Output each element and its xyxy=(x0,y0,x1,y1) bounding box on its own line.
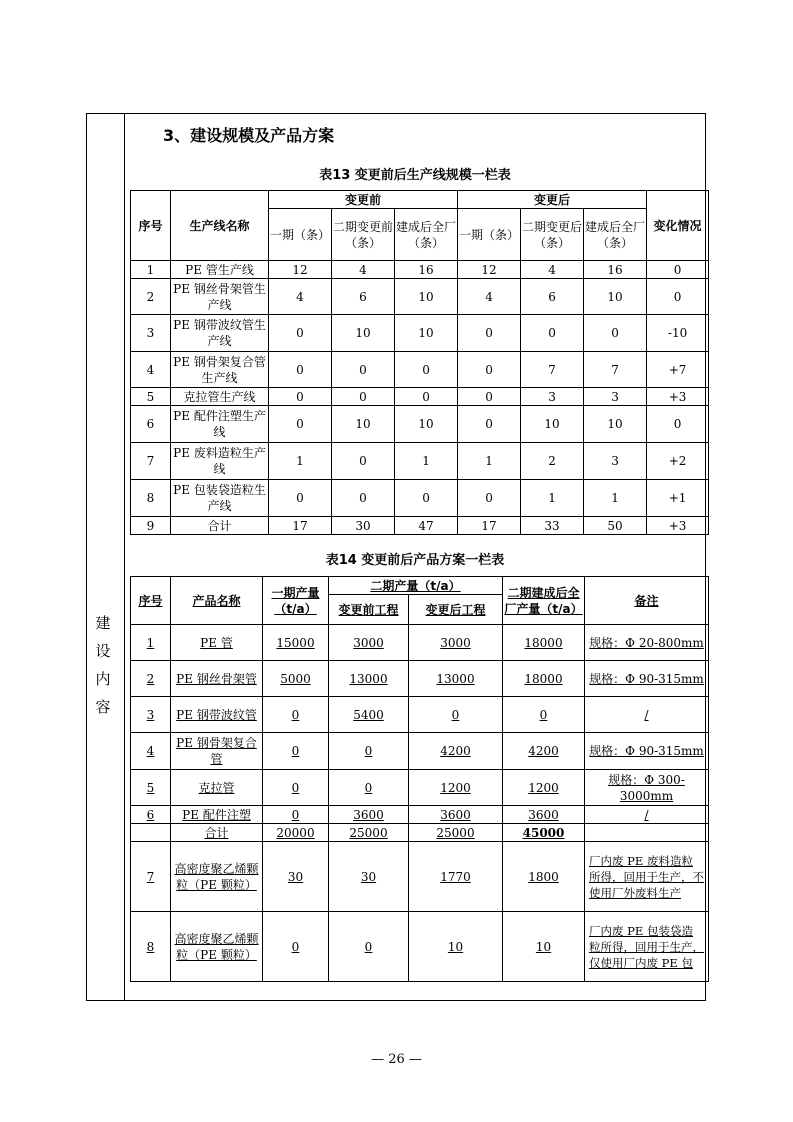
cell-name: PE 钢带波纹管 xyxy=(171,697,263,733)
cell-total: 10 xyxy=(503,912,585,982)
cell-a3: 7 xyxy=(584,352,647,388)
cell-a1: 1 xyxy=(458,443,521,480)
cell-a2: 6 xyxy=(521,279,584,315)
cell-b1: 0 xyxy=(269,352,332,388)
cell-before: 3600 xyxy=(329,806,409,824)
cell-a2: 10 xyxy=(521,406,584,443)
page-number: — 26 — xyxy=(371,1052,422,1067)
table-row xyxy=(131,480,709,517)
col-seq-header: 序号 xyxy=(131,191,171,261)
cell-name: PE 废料造粒生产线 xyxy=(171,443,269,480)
cell-chg: +3 xyxy=(647,517,709,535)
col-after-2-header: 二期变更后（条） xyxy=(521,209,584,261)
cell-chg: +7 xyxy=(647,352,709,388)
cell-seq: 4 xyxy=(131,352,171,388)
cell-a2: 1 xyxy=(521,480,584,517)
content-area xyxy=(125,114,705,1000)
side-label xyxy=(87,609,125,721)
cell-b3: 16 xyxy=(395,261,458,279)
before-group-header: 变更前 xyxy=(269,191,458,209)
col-phase2-after-header: 变更后工程 xyxy=(409,595,503,625)
cell-seq: 1 xyxy=(131,261,171,279)
cell-b2: 6 xyxy=(332,279,395,315)
cell-b1: 0 xyxy=(269,315,332,352)
cell-p1: 20000 xyxy=(263,824,329,842)
table14-body xyxy=(131,625,709,982)
col-product-header: 产品名称 xyxy=(171,577,263,625)
cell-b2: 30 xyxy=(332,517,395,535)
table-row xyxy=(131,770,709,806)
cell-a2: 7 xyxy=(521,352,584,388)
col-before-2-header: 二期变更前（条） xyxy=(332,209,395,261)
cell-seq: 6 xyxy=(131,806,171,824)
document-frame xyxy=(86,113,706,1001)
cell-seq: 5 xyxy=(131,770,171,806)
cell-a1: 12 xyxy=(458,261,521,279)
cell-before: 0 xyxy=(329,770,409,806)
cell-name: 克拉管 xyxy=(171,770,263,806)
cell-chg: 0 xyxy=(647,261,709,279)
col-total-header: 二期建成后全厂产量（t/a） xyxy=(503,577,585,625)
cell-b2: 0 xyxy=(332,480,395,517)
cell-after: 25000 xyxy=(409,824,503,842)
cell-before: 30 xyxy=(329,842,409,912)
cell-b1: 0 xyxy=(269,480,332,517)
cell-note: / xyxy=(585,697,709,733)
cell-total: 45000 xyxy=(503,824,585,842)
cell-b1: 0 xyxy=(269,406,332,443)
cell-a1: 0 xyxy=(458,352,521,388)
cell-before: 5400 xyxy=(329,697,409,733)
cell-b3: 10 xyxy=(395,406,458,443)
cell-a1: 17 xyxy=(458,517,521,535)
cell-chg: +2 xyxy=(647,443,709,480)
cell-b2: 10 xyxy=(332,406,395,443)
cell-a3: 3 xyxy=(584,388,647,406)
side-label-char: 设 xyxy=(95,642,117,660)
cell-p1: 0 xyxy=(263,770,329,806)
col-phase2-before-header: 变更前工程 xyxy=(329,595,409,625)
table-row xyxy=(131,261,709,279)
cell-name: PE 钢带波纹管生产线 xyxy=(171,315,269,352)
table-row xyxy=(131,443,709,480)
cell-b3: 0 xyxy=(395,388,458,406)
table-row xyxy=(131,733,709,770)
cell-b2: 0 xyxy=(332,352,395,388)
cell-after: 3000 xyxy=(409,625,503,661)
table-row xyxy=(131,315,709,352)
cell-note: 厂内废 PE 包装袋造粒所得，回用于生产，仅使用厂内废 PE 包 xyxy=(585,912,709,982)
cell-name: PE 配件注塑 xyxy=(171,806,263,824)
col-after-3-header: 建成后全厂（条） xyxy=(584,209,647,261)
cell-name: PE 管生产线 xyxy=(171,261,269,279)
cell-chg: +3 xyxy=(647,388,709,406)
table14 xyxy=(130,576,709,982)
cell-seq: 3 xyxy=(131,315,171,352)
table13-caption: 表13 变更前后生产线规模一栏表 xyxy=(319,168,511,183)
cell-b3: 0 xyxy=(395,352,458,388)
cell-total: 3600 xyxy=(503,806,585,824)
cell-after: 10 xyxy=(409,912,503,982)
table-row xyxy=(131,912,709,982)
cell-note: / xyxy=(585,806,709,824)
cell-b1: 4 xyxy=(269,279,332,315)
cell-seq xyxy=(131,824,171,842)
cell-a1: 0 xyxy=(458,315,521,352)
cell-chg: 0 xyxy=(647,279,709,315)
cell-b2: 0 xyxy=(332,443,395,480)
cell-seq: 1 xyxy=(131,625,171,661)
cell-name: PE 配件注塑生产线 xyxy=(171,406,269,443)
cell-p1: 0 xyxy=(263,733,329,770)
cell-name: PE 包装袋造粒生产线 xyxy=(171,480,269,517)
cell-p1: 0 xyxy=(263,806,329,824)
cell-a3: 50 xyxy=(584,517,647,535)
cell-p1: 0 xyxy=(263,697,329,733)
cell-seq: 8 xyxy=(131,912,171,982)
cell-a3: 1 xyxy=(584,480,647,517)
cell-note: 规格：Φ 90-315mm xyxy=(585,661,709,697)
cell-a2: 33 xyxy=(521,517,584,535)
cell-name: PE 钢丝骨架管生产线 xyxy=(171,279,269,315)
cell-name: PE 钢骨架复合管 xyxy=(171,733,263,770)
cell-after: 1200 xyxy=(409,770,503,806)
cell-chg: 0 xyxy=(647,406,709,443)
cell-a2: 0 xyxy=(521,315,584,352)
col-change-header: 变化情况 xyxy=(647,191,709,261)
cell-before: 13000 xyxy=(329,661,409,697)
col-before-3-header: 建成后全厂（条） xyxy=(395,209,458,261)
table-row xyxy=(131,388,709,406)
cell-b2: 10 xyxy=(332,315,395,352)
side-label-char: 容 xyxy=(95,698,117,716)
cell-chg: +1 xyxy=(647,480,709,517)
cell-name: 合计 xyxy=(171,824,263,842)
cell-b3: 10 xyxy=(395,315,458,352)
section-title: 3、建设规模及产品方案 xyxy=(163,126,335,145)
cell-a1: 4 xyxy=(458,279,521,315)
table14-caption: 表14 变更前后产品方案一栏表 xyxy=(325,553,505,568)
side-label-char: 内 xyxy=(95,670,117,688)
cell-after: 0 xyxy=(409,697,503,733)
cell-seq: 9 xyxy=(131,517,171,535)
table-row xyxy=(131,352,709,388)
cell-a2: 3 xyxy=(521,388,584,406)
cell-after: 4200 xyxy=(409,733,503,770)
table-row xyxy=(131,279,709,315)
cell-total: 1200 xyxy=(503,770,585,806)
cell-name: 合计 xyxy=(171,517,269,535)
phase2-group-header: 二期产量（t/a） xyxy=(329,577,503,595)
cell-a3: 3 xyxy=(584,443,647,480)
cell-after: 1770 xyxy=(409,842,503,912)
cell-b3: 0 xyxy=(395,480,458,517)
cell-seq: 6 xyxy=(131,406,171,443)
table-row xyxy=(131,842,709,912)
side-column xyxy=(87,114,125,1000)
cell-name: PE 管 xyxy=(171,625,263,661)
col-after-1-header: 一期（条） xyxy=(458,209,521,261)
col-note-header: 备注 xyxy=(585,577,709,625)
cell-total: 18000 xyxy=(503,625,585,661)
cell-b2: 4 xyxy=(332,261,395,279)
cell-a3: 16 xyxy=(584,261,647,279)
cell-a1: 0 xyxy=(458,388,521,406)
table13 xyxy=(130,190,709,535)
cell-before: 25000 xyxy=(329,824,409,842)
cell-total: 18000 xyxy=(503,661,585,697)
cell-before: 0 xyxy=(329,912,409,982)
cell-chg: -10 xyxy=(647,315,709,352)
cell-after: 3600 xyxy=(409,806,503,824)
table-row xyxy=(131,661,709,697)
cell-seq: 7 xyxy=(131,842,171,912)
cell-p1: 15000 xyxy=(263,625,329,661)
cell-a1: 0 xyxy=(458,406,521,443)
cell-note: 规格：Φ 20-800mm xyxy=(585,625,709,661)
cell-total: 1800 xyxy=(503,842,585,912)
cell-name: 高密度聚乙烯颗粒（PE 颗粒） xyxy=(171,912,263,982)
cell-a1: 0 xyxy=(458,480,521,517)
cell-b1: 1 xyxy=(269,443,332,480)
cell-note: 规格：Φ 300-3000mm xyxy=(585,770,709,806)
cell-seq: 8 xyxy=(131,480,171,517)
cell-total: 4200 xyxy=(503,733,585,770)
cell-a3: 10 xyxy=(584,279,647,315)
cell-a2: 4 xyxy=(521,261,584,279)
table-row xyxy=(131,697,709,733)
cell-note xyxy=(585,824,709,842)
subtotal-row xyxy=(131,824,709,842)
cell-name: PE 钢骨架复合管生产线 xyxy=(171,352,269,388)
cell-total: 0 xyxy=(503,697,585,733)
table-row xyxy=(131,806,709,824)
col-phase1-header: 一期产量（t/a） xyxy=(263,577,329,625)
cell-after: 13000 xyxy=(409,661,503,697)
cell-seq: 2 xyxy=(131,279,171,315)
table-row xyxy=(131,517,709,535)
table-row xyxy=(131,406,709,443)
cell-p1: 5000 xyxy=(263,661,329,697)
cell-seq: 7 xyxy=(131,443,171,480)
after-group-header: 变更后 xyxy=(458,191,647,209)
cell-b3: 1 xyxy=(395,443,458,480)
side-label-char: 建 xyxy=(95,614,117,632)
cell-b2: 0 xyxy=(332,388,395,406)
cell-b3: 47 xyxy=(395,517,458,535)
cell-p1: 0 xyxy=(263,912,329,982)
table13-body xyxy=(131,261,709,535)
cell-before: 0 xyxy=(329,733,409,770)
table-row xyxy=(131,625,709,661)
cell-seq: 5 xyxy=(131,388,171,406)
cell-b1: 17 xyxy=(269,517,332,535)
col-seq-header: 序号 xyxy=(131,577,171,625)
cell-name: PE 钢丝骨架管 xyxy=(171,661,263,697)
cell-seq: 4 xyxy=(131,733,171,770)
cell-a2: 2 xyxy=(521,443,584,480)
cell-b1: 12 xyxy=(269,261,332,279)
cell-b1: 0 xyxy=(269,388,332,406)
cell-a3: 10 xyxy=(584,406,647,443)
cell-p1: 30 xyxy=(263,842,329,912)
cell-seq: 2 xyxy=(131,661,171,697)
cell-b3: 10 xyxy=(395,279,458,315)
cell-name: 高密度聚乙烯颗粒（PE 颗粒） xyxy=(171,842,263,912)
cell-before: 3000 xyxy=(329,625,409,661)
cell-a3: 0 xyxy=(584,315,647,352)
col-before-1-header: 一期（条） xyxy=(269,209,332,261)
cell-note: 规格：Φ 90-315mm xyxy=(585,733,709,770)
cell-seq: 3 xyxy=(131,697,171,733)
cell-note: 厂内废 PE 废料造粒所得，回用于生产，不使用厂外废料生产 xyxy=(585,842,709,912)
col-name-header: 生产线名称 xyxy=(171,191,269,261)
cell-name: 克拉管生产线 xyxy=(171,388,269,406)
